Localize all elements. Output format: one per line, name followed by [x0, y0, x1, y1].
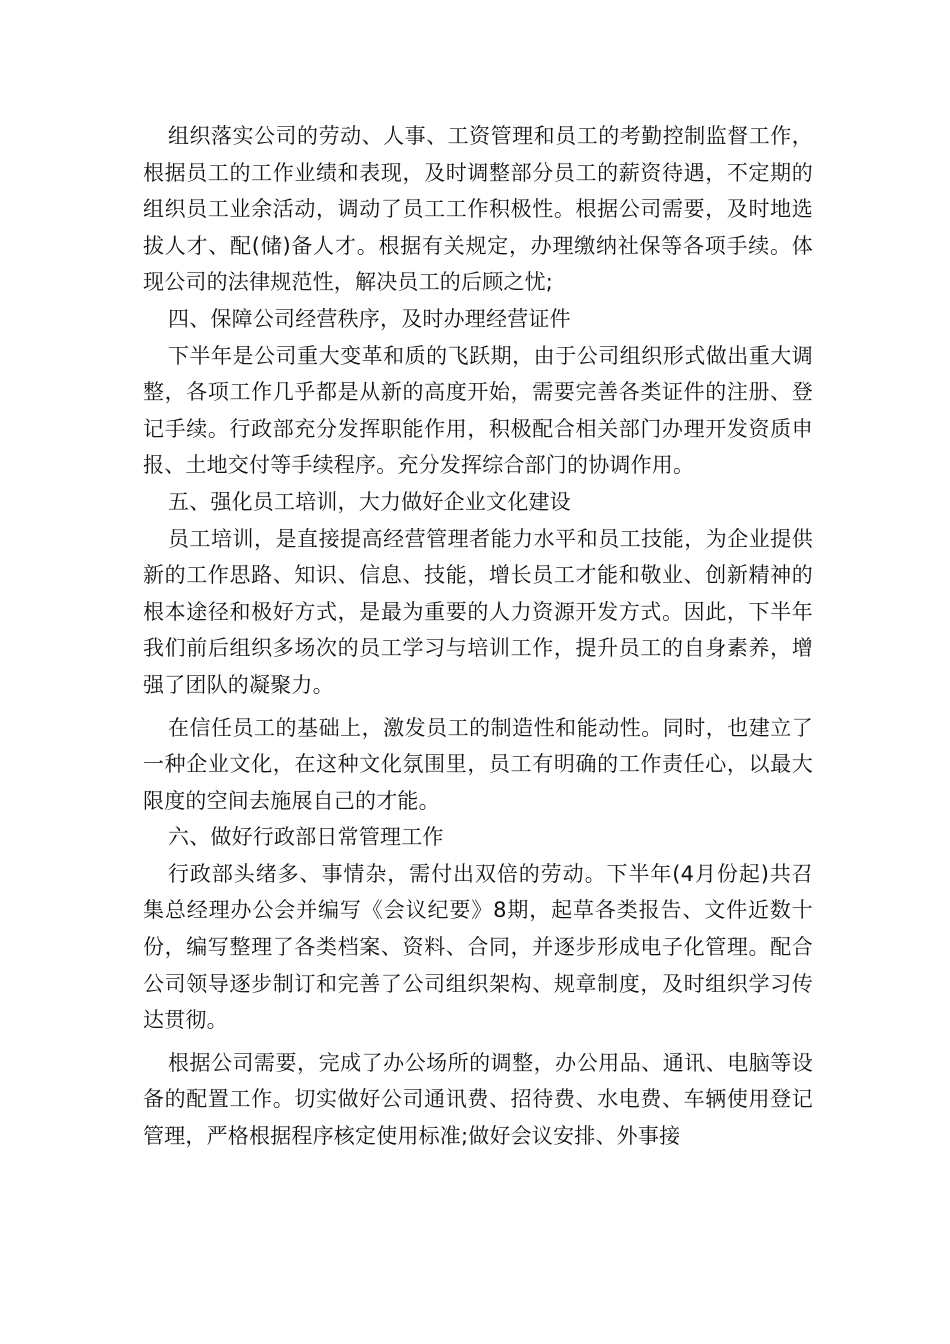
paragraph-daily-admin: 行政部头绪多、事情杂，需付出双倍的劳动。下半年(4月份起)共召集总经理办公会并编写《会议纪要》8期，起草各类报告、文件近数十份，编写整理了各类档案、资料、合同，并逐步形成电子化管理。配合公司领导逐步制订和完善了公司组织架构、规章制度，及时组织学习传达贯彻。	[143, 861, 813, 1033]
paragraph-staff-training: 员工培训，是直接提高经营管理者能力水平和员工技能，为企业提供新的工作思路、知识、信息、技能，增长员工才能和敬业、创新精神的根本途径和极好方式，是最为重要的人力资源开发方式。因此，下半年我们前后组织多场次的员工学习与培训工作，提升员工的自身素养，增强了团队的凝聚力。	[143, 526, 813, 697]
paragraph-office-logistics: 根据公司需要，完成了办公场所的调整，办公用品、通讯、电脑等设备的配置工作。切实做好公司通讯费、招待费、水电费、车辆使用登记管理，严格根据程序核定使用标准;做好会议安排、外事接	[143, 1050, 813, 1149]
document-body	[143, 118, 813, 1155]
paragraph-business-licenses: 下半年是公司重大变革和质的飞跃期，由于公司组织形式做出重大调整，各项工作几乎都是从新的高度开始，需要完善各类证件的注册、登记手续。行政部充分发挥职能作用，积极配合相关部门办理开发资质申报、土地交付等手续程序。充分发挥综合部门的协调作用。	[143, 343, 813, 478]
section-heading-5: 五、强化员工培训，大力做好企业文化建设	[168, 489, 571, 514]
section-heading-4: 四、保障公司经营秩序，及时办理经营证件	[168, 306, 571, 331]
paragraph-corporate-culture: 在信任员工的基础上，激发员工的制造性和能动性。同时，也建立了一种企业文化，在这种文化氛围里，员工有明确的工作责任心，以最大限度的空间去施展自己的才能。	[143, 715, 813, 813]
paragraph-personnel-management: 组织落实公司的劳动、人事、工资管理和员工的考勤控制监督工作，根据员工的工作业绩和表现，及时调整部分员工的薪资待遇，不定期的组织员工业余活动，调动了员工工作积极性。根据公司需要，及时地选拔人才、配(储)备人才。根据有关规定，办理缴纳社保等各项手续。体现公司的法律规范性，解决员工的后顾之忧;	[143, 124, 813, 295]
section-heading-6: 六、做好行政部日常管理工作	[168, 825, 444, 850]
